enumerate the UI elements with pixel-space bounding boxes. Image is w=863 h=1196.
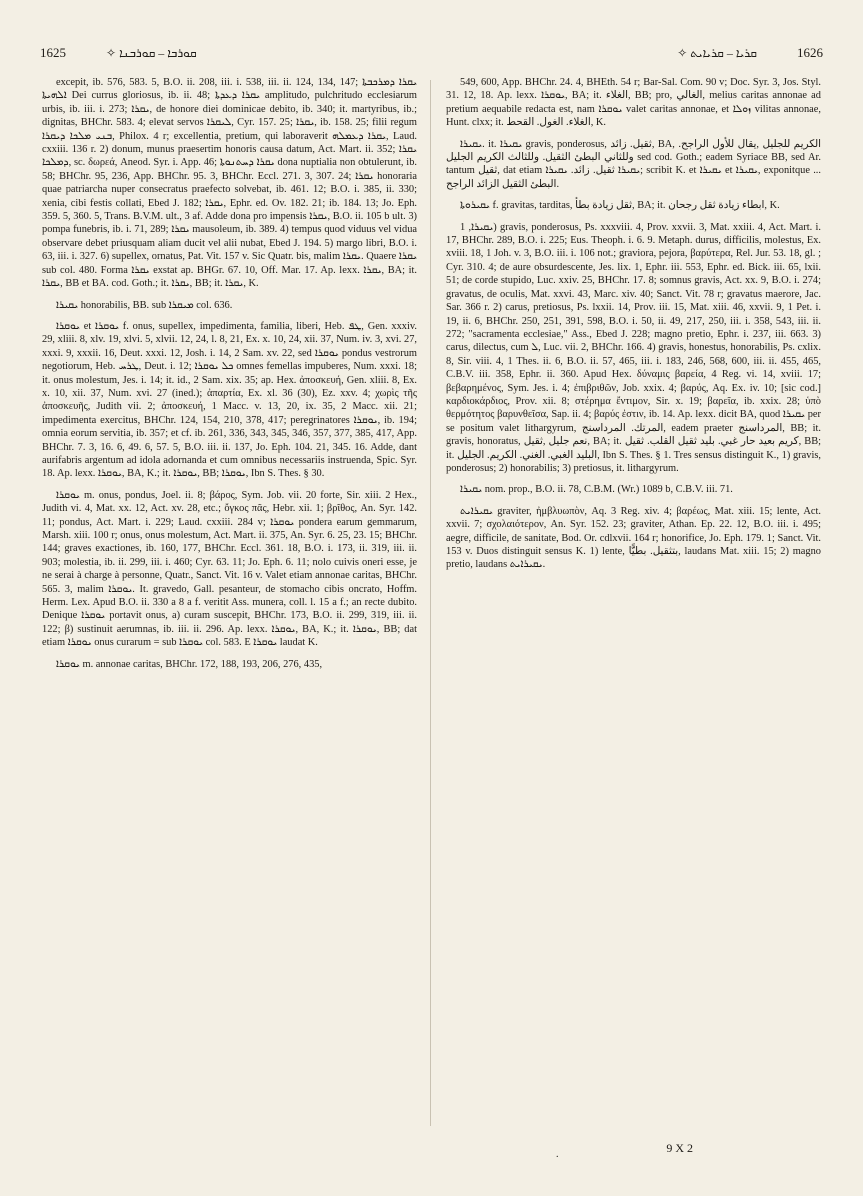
entry-right-3: ܝܩܝܪܘܬܐ f. gravitas, tarditas, ثقل زيادة بطأ, BA; it. ابطاء زيادة ثقل رجحان, K. xyxy=(460,200,780,212)
entry-left-3: ܝܘܩܪܐ et ܝܘܩܪܐ f. onus, supellex, impedimenta, familia, liberi, Heb. ܛܦ, Gen. xxxiv. 29, xliii. 8, xlv. 19, xlvi. 5, xlvii. 12, 24, l. 8, 21, Ex. x. 10, 24, xii. 37, Num. iv. 3, xvi. 27, xxxi. 9, xxxii. 16, Deut. xxxi. 12, Josh. i. 14, 2 Sam. xv. 22, sed ܝܘܩܪܐ pondus vestrorum negotiorum, Heb. ܛܪܚ, Deut. i. 12; ܟܠ ܝܘܩܪܐ omnes femellas impuberes, Num. xxxi. 18; it. onus molestum, Jes. i. 14; it. id., 2 Sam. xix. 35; ap. Hex. ἀποσκευή, Gen. xliii. 8, Ex. x. 10, xii. 37, Num. xvi. 27 (ined.); ἀπαρτία, Ex. xl. 36 (30), Ez. xxv. 4; χωρὶς τῆς ἀποσκευῆς, Judith vii. 2; ἀποσκευή, 1 Macc. v. 13, 20, ix. 35, 2 Macc. xii. 21; impedimenta exercitus, BHChr. 124, 154, 210, 378, 417; peregrinatores ܝܘܩܪܐ, ib. 194; omnia eorum servitia, ib. 357; et cf. ib. 261, 336, 343, 345, 346, 357, 377, 385, 417, App. BHChr. 7. 3, 16. 6, 49. 6, 57. 5, B.O. iii. ii. 137, Jo. Eph. 104. 21, 345. 16. Adde, dant aurifabris argentum ad idola adornanda et cum omnibus necessariis instruenda, Spic. Syr. 18. Ap. lexx. ܝܘܩܪܐ, BA, K.; it. ܝܘܩܪܐ, BB; ܝܘܩܪܐ, Ibn S. Thes. § 30. xyxy=(42,320,417,480)
entry-left-4: ܝܘܩܪܐ m. onus, pondus, Joel. ii. 8; βάρος, Sym. Job. vii. 20 forte, Sir. xiii. 2 Hex., Judith vi. 4, Mat. xx. 12, Act. xv. 28, etc.; ὄγκος πᾶς, Hebr. xii. 1; βρῖθος, An. Syr. 142. 11; pondus, Act. Mart. i. 229; Laud. cxxiii. 284 v; ܝܘܩܪܐ pondera earum gemmarum, Marsh. xiii. 100 r; onus, onus molestum, Act. Mart. ii. 375, An. Syr. 6. 25, 23. 15; BHChr. 144; graves exactiones, ib. 160, 177, BHChr. Eccl. 361. 18, B.O. i. 173, ii. 319, iii. ii. 903; molestia, ib. ii. 299, iii. i. 460; Cyr. 63. 11; Jo. Eph. 6. 11; nolo cuivis oneri esse, je ne serai à charge à personne, Quatr., Sanct. Vit. 16 v. Valet etiam annonae caritas, BHChr. 565. 3, malim ܝܘܩܪܐ. It. gravedo, Gall. pesanteur, de stomacho cibis oncrato, Hoffm. Herm. Lex. Apud B.O. ii. 330 a 8 a f. veritit Ass. munera, coll. l. 15 a f.; an recte dubito. Denique ܝܘܩܪܐ portavit onus, a) curam suscepit, BHChr. 173, B.O. ii. 299, 319, iii. ii. 122; β) sustinuit aerumnas, ib. iii. ii. 296. Ap. lexx. ܝܘܩܪܐ, BA, K.; it. ܝܘܩܪܐ, BB; dat etiam ܝܘܩܪܐ onus curarum = sub ܝܘܩܪܐ col. 583. E ܝܘܩܪܐ laudat K. xyxy=(42,489,417,649)
right-page-number: 1626 xyxy=(797,45,823,60)
entry-left-5: ܝܘܩܪܐ m. annonae caritas, BHChr. 172, 188, 193, 206, 276, 435, xyxy=(56,658,323,670)
entry-left-2: ܝܩܝܪܐ honorabilis, BB. sub ܡܝܩܪܐ col. 636. xyxy=(56,299,233,311)
left-page-number: 1625 xyxy=(40,45,66,60)
entry-right-6: ܝܩܝܪܐܝܬ graviter, ἠμβλυωπὸν, Aq. 3 Reg. xiv. 4; βαρέως, Mat. xiii. 15; lente, Act. xxvii. 7; σχολαιότερον, An. Syr. 152. 23; graviter, Athan. Ep. 22. 12, B.O. iii. i. 495; aegre, difficile, de sanitate, Bod. Or. cdlxvii. 164 r; honorifice, Jo. Eph. 179. 1; Sanct. Vit. 153 v. Duos distinguit sensus K. 1) lente, بتثقيل. بطيًّا, laudans Mat. xiii. 15; 2) magno pretio, laudans ܝܩܝܪܐܝܬ. xyxy=(446,505,821,571)
page-header xyxy=(40,40,823,66)
signature-mark: 9 X 2 xyxy=(666,1141,693,1155)
left-running-title: ✧ ܩܘܪܒܐ – ܩܘܪܒܢܐ xyxy=(106,45,197,60)
header-left xyxy=(40,45,432,61)
entry-right-5: ܝܩܝܪܐ nom. prop., B.O. ii. 78, C.B.M. (Wr.) 1089 b, C.B.V. iii. 71. xyxy=(460,484,733,496)
right-running-title: ✧ ܩܪܝܐ – ܩܪܝܐܝܬ xyxy=(677,45,757,60)
header-right xyxy=(432,45,824,61)
right-column xyxy=(446,76,821,1136)
left-column xyxy=(42,76,417,1136)
entry-right-4: ܝܩܝܪܐ, 1) gravis, ponderosus, Ps. xxxviii. 4, Prov. xxvii. 3, Mat. xxiii. 4, Act. Mart. i. 17, BHChr. 289, B.O. i. 225; Eus. Theoph. i. 6. 9. Metaph. durus, difficilis, molestus, Ex. xviii. 18, 1 Joh. v. 3, B.O. iii. i. 106 not.; graviora, pejora, βαρύτερα, Rel. Jur. 53. 18, gl. ; Cyr. 310. 4; de aure obsurdescente, Jes. lix. 1, Ephr. iii. 553, Ephr. ed. Bick. iii. 65, lxii. 51; de corde stupido, Luc. xxiv. 25, BHChr. 17. 8; somnus gravis, Act. xx. 9, B.O. i. 274; gravatus, de oculis, Mat. xxvi. 43, Marc. xiv. 40; Sanct. Vit. 78 r; gravatus maerore, Jac. Sar. 366 r. 2) carus, pretiosus, Ps. lxxii. 14, Prov. iii. 15, Mat. xiii. 46, xxvii. 9, 1 Pet. i. 19, ii. 6, BHChr. 250, 251, 391, 598, B.O. i. 50, ii. 49, 217, 250, iii. i. 358, 543, iii. ii. 272; "sacramenta ecclesiae," Ass., Ebed J. 228; magno pretio, Ephr. i. 237, iii. 663. 3) carus, dilectus, cum ܠ, Luc. vii. 2, BHChr. 166. 4) gravis, honestus, honorabilis, Ps. cxlix. 8, Sir. viii. 4, 1 Thes. ii. 6, B.O. ii. 57, 465, iii. i. 183, 246, 568, 600, iii. ii. 455, 465, C.B.V. iii. 358, Ephr. ii. 360. Apud Hex. δύναμις βαρεία, 4 Reg. vi. 14, xviii. 17; βεβαρημένος, Sym. Jes. i. 4; ἐπιβριθῶν, Job. xxix. 4; βαρύς, Aq. Ex. iv. 10; [sic cod.] καρδιοκάρδιος, Prov. xii. 8; στέρημα ἔντιμον, Sir. x. 19; βαρεῖα, ib. xxix. 28; ὑπὸ θερμότητος βαρυνθεῖσα, Sap. ii. 4; βαρύς ἐστιν, ib. 14. Ap. lexx. dicit BA, quod ܝܩܝܪܐ per se positum valet lithargyrum, المرتك. المرداسنج, eadem praeter المرداسنج, BB; it. gravis, honoratus, نعم جليل ,ثقيل, BA; it. كريم بعيد حار غبي. بليد ثقيل القلب. ثقيل, BB; it. البليد الغبي. الغني. الكريم. الجليل, Ibn S. Thes. § 1. Tres sensus distinguit K., 1) gravis, ponderosus; 2) honorabilis; 3) pretiosus, it. lithargyrum. xyxy=(446,221,821,474)
entry-right-2: ܝܩܝܪܐ. it. ܝܩܝܪܐ gravis, ponderosus, ثقيل. زائد, BA, الكريم للجليل ,يقال للأول الراجح. وللثاني البطئ الثقيل. وللثالث الكريم الجليل sed cod. Goth.; eadem Syriace BB, sed Ar. tantum ثقيل, dat etiam ܝܩܝܪܐ ثقيل. زائد. ܝܩܝܪܐ; scribit K. et ܝܩܝܪܐ et ܝܩܝܪܐ, exponitque ... البطئ الثقيل الزائد الراجح. xyxy=(446,138,821,190)
footer-dot: . xyxy=(556,1149,559,1160)
column-divider xyxy=(430,80,431,1126)
entry-right-1: 549, 600, App. BHChr. 24. 4, BHEth. 54 r; Bar-Sal. Com. 90 v; Doc. Syr. 3, Jos. Styl. 31. 12, 18. Ap. lexx. ܝܘܩܪܐ, BA; it. الغلاء, BB; pro, الغالي, melius caritas annonae ad pretium aequabile redacta est, nam ܝܘܩܪܐ valet caritas annonae, et ܙܘܠܐ vilitas annonae, Hunt. clxx; it. الغلاء. الغول. القحط, K. xyxy=(446,77,821,129)
entry-left-1: excepit, ib. 576, 583. 5, B.O. ii. 208, iii. i. 538, iii. ii. 124, 134, 147; ܝܩܪܐ ܕܡܪܟܒܬܐ ܐܠܗܝܬܐ Dei currus gloriosus, ib. ii. 48; ܝܩܪܐ ܕܥܕܬܐ amplitudo, pulchritudo ecclesiarum urbis, ib. iii. i. 273; ܝܩܪܐ, de honore diei dominicae debito, ib. 340; it. martyribus, ib.; dignitas, BHChr. 583. 4; elevat servos ܠܝܩܪܐ, Cyr. 157. 25; ܝܩܪܐ, ib. 158. 25; filii regum ܒܢܝ ܡܠܟܐ ܕܝܩܪܐ, Philox. 4 r; excellentia, pretium, qui laboraverit ܝܩܪܐ ܕܥܡܠܗ, Laud. cxxiii. 136 r. 2) donum, munus praesertim honoris causa datum, Act. Mart. ii. 352; ܝܩܪܐ ܕܡܠܟܐ, sc. δωρεά, Aneod. Syr. i. App. 46; ܝܩܪܐ ܕܚܬܢܘܬܐ dona nuptialia non obtulerunt, ib. 58; BHChr. 95, 236, App. BHChr. 95. 3, BHChr. Eccl. 271. 3, 307. 24; ܝܩܪܐ honoraria quae patriarcha nuper consecratus praefecto solvebat, ib. 461. 12; B.O. i. 385, ii. 330; xenia, cibi festis collati, Ebed J. 182; ܝܩܪܐ, Ephr. ed. Ov. 182. 21; ib. 184. 13; Jo. Eph. 359. 5, 360. 5, Trans. B.V.M. ult., 3 af. Adde dona pro impensis ܝܩܪܐ, B.O. ii. 105 b ult. 3) pompa funebris, ib. i. 71, 289; ܝܩܪܐ mausoleum, ib. 389. 4) tempus quod viduus vel vidua observare debet priusquam aliam ducit vel alii nubat, Ebed J. 194. 5) margo libri, B.O. i. 63, iii. i. 327. 6) supellex, ornatus, Pat. Vit. 157 v. Sic Quatr. bis, malim ܝܩܪܐ. Quaere ܝܩܪܐ sub col. 480. Forma ܝܩܪܐ exstat ap. BHGr. 67. 10, Off. Mar. 17. Ap. lexx. ܝܩܪܐ, BA; it. ܝܩܪܐ, BB et BA. cod. Goth.; it. ܝܩܪܐ, BB; it. ܝܩܪܐ, K. xyxy=(42,77,417,290)
